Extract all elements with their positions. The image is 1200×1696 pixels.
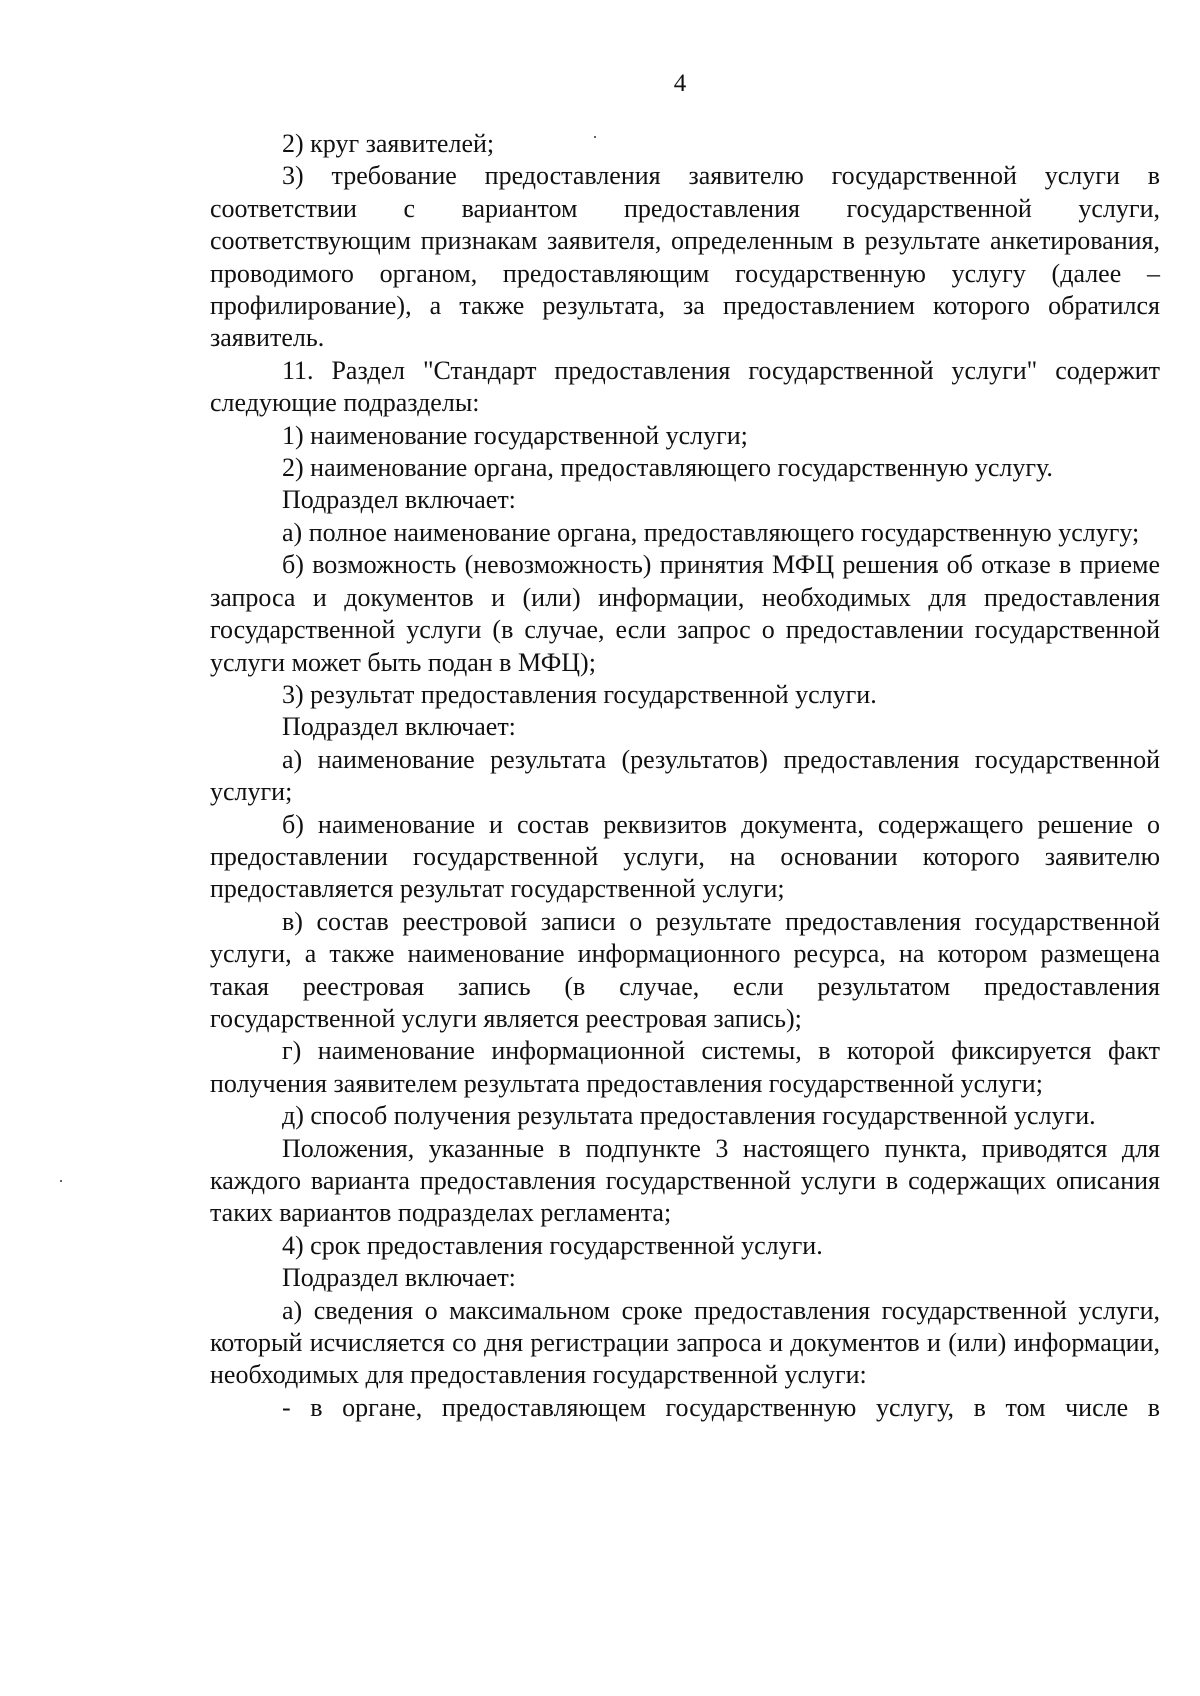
paragraph: в) состав реестровой записи о результате предоставления государственной услуги, а также наименование информационного ресурса, на котором размещена такая реестровая запись (в случае, если результатом предоставления государственной услуги является реестровая запись); [210, 906, 1160, 1033]
paragraph: 1) наименование государственной услуги; [282, 420, 748, 450]
paragraph: а) наименование результата (результатов) предоставления государственной услуги; [210, 744, 1160, 807]
paragraph: б) возможность (невозможность) принятия МФЦ решения об отказе в приеме запроса и документов и (или) информации, необходимых для предоставления государственной услуги (в случае, если запрос о предоставлении государственной услуги может быть подан в МФЦ); [210, 550, 1160, 677]
paragraph: Подраздел включает: [282, 485, 516, 515]
paragraph: 3) требование предоставления заявителю государственной услуги в соответствии с вариантом предоставления государственной услуги, соответствующим признакам заявителя, определенным в результате анкетирования, проводимого органом, предоставляющим государственную услугу (далее – профилирование), а также результата, за предоставлением которого обратился заявитель. [210, 161, 1160, 353]
document-body [210, 128, 1160, 1424]
paragraph: 3) результат предоставления государственной услуги. [282, 679, 877, 709]
paragraph: 2) наименование органа, предоставляющего государственную услугу. [282, 453, 1053, 483]
paragraph: Подраздел включает: [282, 1263, 516, 1293]
scan-speck [60, 1180, 62, 1182]
paragraph: Подраздел включает: [282, 712, 516, 742]
paragraph: б) наименование и состав реквизитов документа, содержащего решение о предоставлении государственной услуги, на основании которого заявителю предоставляется результат государственной услуги; [210, 809, 1160, 904]
paragraph: г) наименование информационной системы, в которой фиксируется факт получения заявителем результата предоставления государственной услуги; [210, 1036, 1160, 1098]
section-heading-paragraph: 11. Раздел "Стандарт предоставления государственной услуги" содержит следующие подразделы: [210, 355, 1160, 418]
paragraph: 2) круг заявителей; [282, 129, 495, 158]
page-number: 4 [673, 70, 687, 97]
paragraph: - в органе, предоставляющем государственную услугу, в том числе в [282, 1392, 1160, 1422]
paragraph: Положения, указанные в подпункте 3 настоящего пункта, приводятся для каждого варианта предоставления государственной услуги в содержащих описания таких вариантов подразделах регламента; [210, 1133, 1160, 1228]
paragraph: а) полное наименование органа, предоставляющего государственную услугу; [282, 517, 1140, 547]
paragraph: 4) срок предоставления государственной услуги. [282, 1230, 823, 1260]
paragraph: а) сведения о максимальном сроке предоставления государственной услуги, который исчисляется со дня регистрации запроса и документов и (или) информации, необходимых для предоставления государственной услуги: [210, 1295, 1160, 1390]
paragraph: д) способ получения результата предоставления государственной услуги. [282, 1101, 1096, 1131]
